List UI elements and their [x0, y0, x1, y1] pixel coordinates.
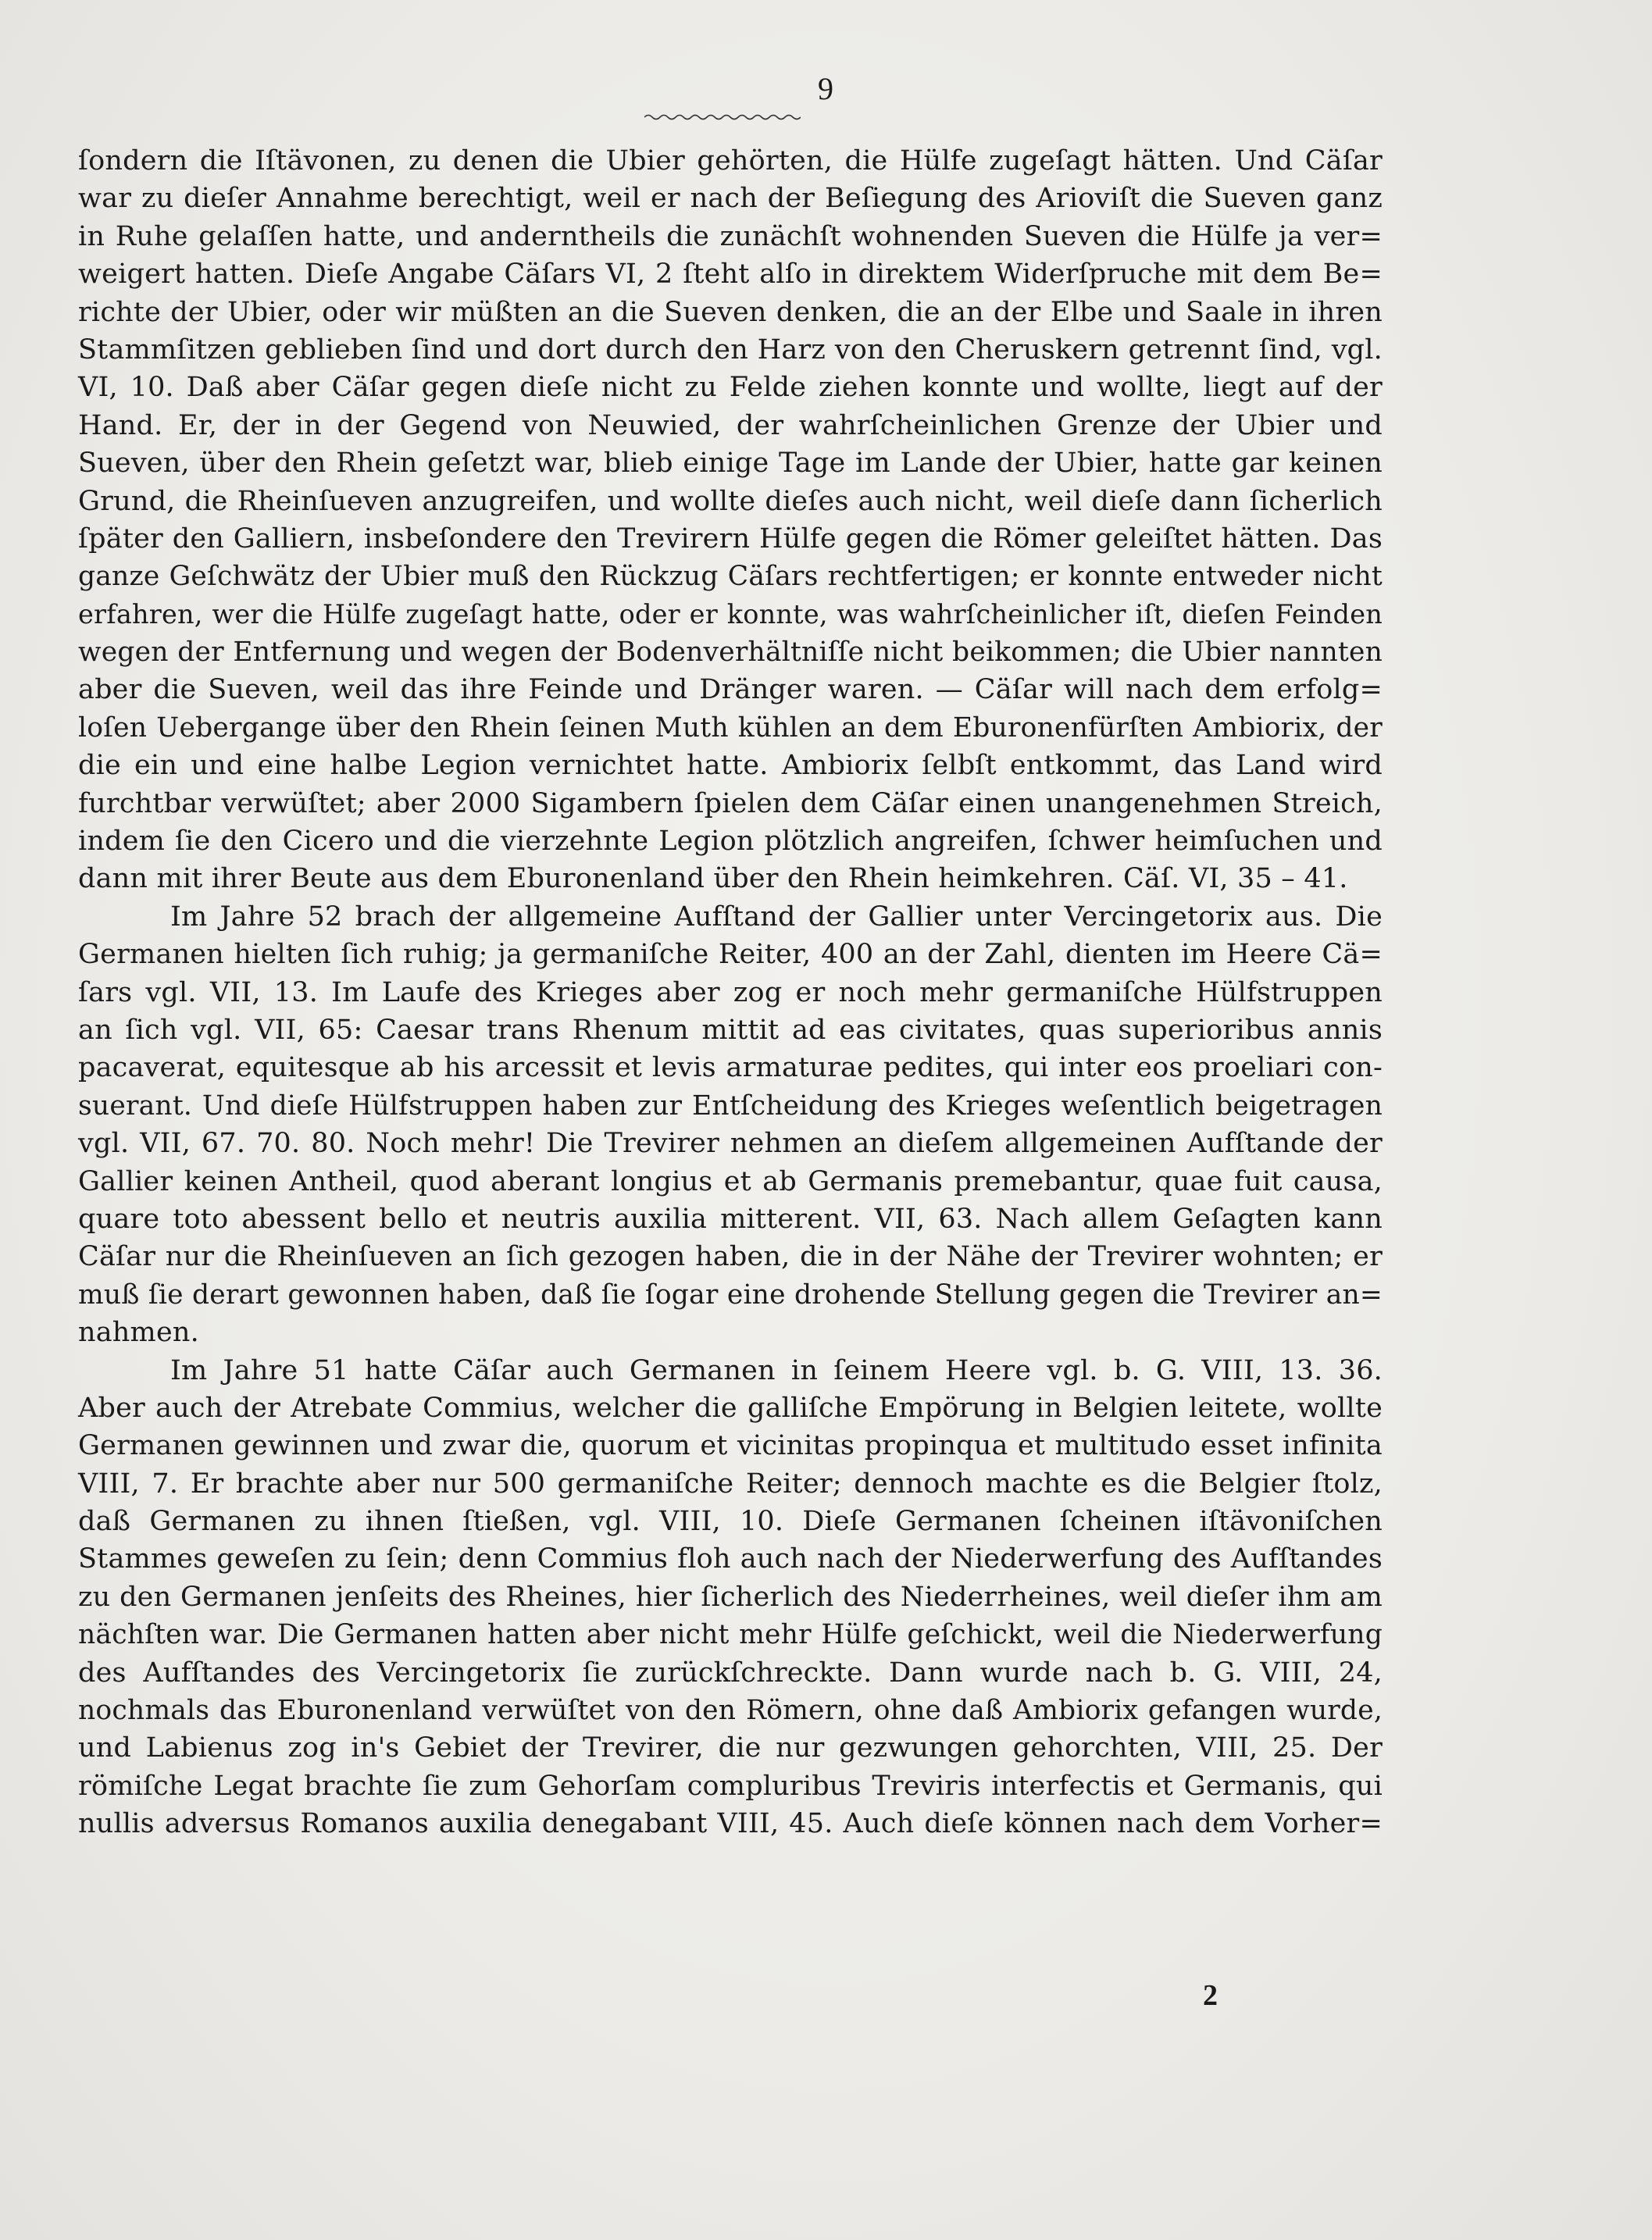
- text-line: dann mit ihrer Beute aus dem Eburonenland über den Rhein heimkehren. Cäſ. VI, 35 – 41.: [78, 863, 1348, 895]
- text-line: quare toto abessent bello et neutris auxilia mitterent. VII, 63. Nach allem Geſagten kann: [78, 1203, 1383, 1235]
- text-line: vgl. VII, 67. 70. 80. Noch mehr! Die Trevirer nehmen an dieſem allgemeinen Aufſtande der: [78, 1128, 1383, 1160]
- text-line: furchtbar verwüſtet; aber 2000 Sigambern ſpielen dem Cäſar einen unangenehmen Streich,: [78, 787, 1383, 819]
- text-line: Gallier keinen Antheil, quod aberant longius et ab Germanis premebantur, quae fuit causa,: [78, 1165, 1383, 1197]
- text-line: suerant. Und dieſe Hülfstruppen haben zur Entſcheidung des Krieges weſentlich beigetragen: [78, 1090, 1383, 1122]
- text-line: VI, 10. Daß aber Cäſar gegen dieſe nicht zu Felde ziehen konnte und wollte, liegt auf der: [78, 372, 1383, 404]
- text-line: römiſche Legat brachte ſie zum Gehorſam compluribus Treviris interfectis et Germanis, qui: [78, 1770, 1383, 1802]
- text-line: nullis adversus Romanos auxilia denegabant VIII, 45. Auch dieſe können nach dem Vorher=: [78, 1808, 1383, 1840]
- text-line: daß Germanen zu ihnen ſtießen, vgl. VIII, 10. Dieſe Germanen ſcheinen iſtävoniſchen: [78, 1506, 1383, 1538]
- text-line: ganze Geſchwätz der Ubier muß den Rückzug Cäſars rechtfertigen; er konnte entweder nicht: [78, 561, 1383, 593]
- text-line: aber die Sueven, weil das ihre Feinde und Dränger waren. — Cäſar will nach dem erfolg=: [78, 674, 1383, 706]
- text-line: und Labienus zog in's Gebiet der Trevirer, die nur gezwungen gehorchten, VIII, 25. Der: [78, 1732, 1383, 1764]
- text-line: die ein und eine halbe Legion vernichtet hatte. Ambiorix ſelbſt entkommt, das Land wird: [78, 750, 1383, 782]
- text-line: muß ſie derart gewonnen haben, daß ſie ſogar eine drohende Stellung gegen die Trevirer an=: [78, 1279, 1383, 1311]
- text-line: indem ſie den Cicero und die vierzehnte Legion plötzlich angreifen, ſchwer heimſuchen und: [78, 826, 1383, 858]
- text-line: VIII, 7. Er brachte aber nur 500 germaniſche Reiter; dennoch machte es die Belgier ſtolz,: [78, 1468, 1383, 1500]
- text-line: Grund, die Rheinſueven anzugreifen, und wollte dieſes auch nicht, weil dieſe dann ſicherlich: [78, 485, 1383, 517]
- text-line: nächſten war. Die Germanen hatten aber nicht mehr Hülfe geſchickt, weil die Niederwerfung: [78, 1619, 1383, 1651]
- text-line: erfahren, wer die Hülfe zugeſagt hatte, oder er konnte, was wahrſcheinlicher iſt, dieſen Feinden: [78, 598, 1383, 630]
- text-line: Hand. Er, der in der Gegend von Neuwied, der wahrſcheinlichen Grenze der Ubier und: [78, 409, 1383, 441]
- text-line: Germanen hielten ſich ruhig; ja germaniſche Reiter, 400 an der Zahl, dienten im Heere Cä=: [78, 939, 1383, 971]
- text-line: wegen der Entfernung und wegen der Bodenverhältniſſe nicht beikommen; die Ubier nannten: [78, 637, 1383, 669]
- text-line: in Ruhe gelaſſen hatte, und anderntheils die zunächſt wohnenden Sueven die Hülfe ja ver=: [78, 220, 1383, 252]
- signature-mark: 2: [1203, 1979, 1218, 2012]
- text-line: pacaverat, equitesque ab his arcessit et levis armaturae pedites, qui inter eos proeliari con-: [78, 1052, 1383, 1084]
- text-line: ſpäter den Galliern, insbeſondere den Trevirern Hülfe gegen die Römer geleiſtet hätten. Das: [78, 523, 1383, 555]
- text-line: Im Jahre 52 brach der allgemeine Aufſtand der Gallier unter Vercingetorix aus. Die: [170, 901, 1383, 933]
- text-line: Cäſar nur die Rheinſueven an ſich gezogen haben, die in der Nähe der Trevirer wohnten; er: [78, 1241, 1383, 1273]
- text-line: ſars vgl. VII, 13. Im Laufe des Krieges aber zog er noch mehr germaniſche Hülfstruppen: [78, 976, 1383, 1008]
- text-line: an ſich vgl. VII, 65: Caesar trans Rhenum mittit ad eas civitates, quas superioribus annis: [78, 1014, 1383, 1046]
- text-line: Stammes geweſen zu ſein; denn Commius floh auch nach der Niederwerfung des Aufſtandes: [78, 1543, 1383, 1575]
- text-line: ſondern die Iſtävonen, zu denen die Ubier gehörten, die Hülfe zugeſagt hätten. Und Cäſar: [78, 145, 1383, 177]
- text-line: richte der Ubier, oder wir müßten an die Sueven denken, die an der Elbe und Saale in ihren: [78, 296, 1383, 328]
- text-line: loſen Uebergange über den Rhein ſeinen Muth kühlen an dem Eburonenfürſten Ambiorix, der: [78, 712, 1383, 744]
- text-line: des Aufſtandes des Vercingetorix ſie zurückſchreckte. Dann wurde nach b. G. VIII, 24,: [78, 1657, 1383, 1689]
- text-line: war zu dieſer Annahme berechtigt, weil er nach der Beſiegung des Arioviſt die Sueven ganz: [78, 183, 1383, 215]
- text-line: Stammſitzen geblieben ſind und dort durch den Harz von den Cheruskern getrennt ſind, vgl.: [78, 334, 1383, 366]
- text-line: Sueven, über den Rhein geſetzt war, blieb einige Tage im Lande der Ubier, hatte gar keinen: [78, 448, 1383, 480]
- text-line: zu den Germanen jenſeits des Rheines, hier ſicherlich des Niederrheines, weil dieſer ihm am: [78, 1581, 1383, 1613]
- header-ornament: [644, 111, 801, 123]
- page-number: 9: [818, 71, 834, 106]
- text-line: nahmen.: [78, 1317, 199, 1349]
- text-line: Aber auch der Atrebate Commius, welcher die galliſche Empörung in Belgien leitete, wollte: [78, 1392, 1383, 1424]
- text-line: nochmals das Eburonenland verwüſtet von den Römern, ohne daß Ambiorix gefangen wurde,: [78, 1695, 1383, 1727]
- text-line: Im Jahre 51 hatte Cäſar auch Germanen in ſeinem Heere vgl. b. G. VIII, 13. 36.: [170, 1354, 1383, 1386]
- text-line: weigert hatten. Dieſe Angabe Cäſars VI, 2 ſteht alſo in direktem Widerſpruche mit dem Be=: [78, 259, 1383, 291]
- text-line: Germanen gewinnen und zwar die, quorum et vicinitas propinqua et multitudo esset infinita: [78, 1430, 1383, 1462]
- body-text: [78, 142, 1383, 1843]
